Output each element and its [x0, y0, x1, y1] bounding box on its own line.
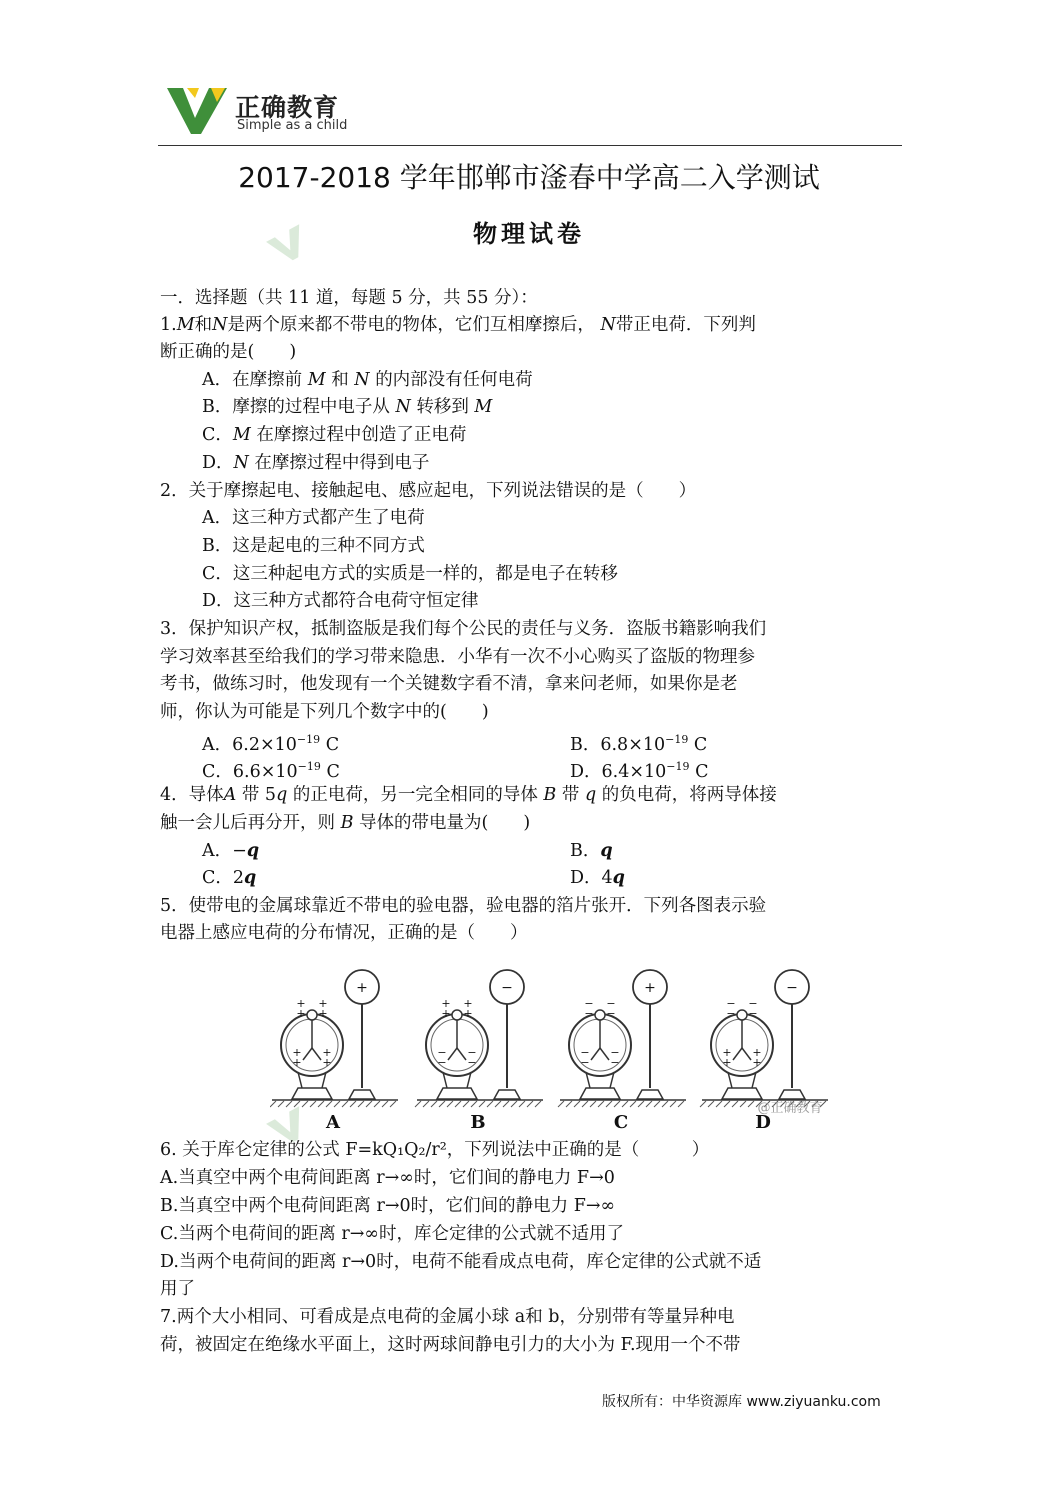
ground-hatch — [614, 1101, 620, 1107]
knob-charge-sign: − — [726, 1007, 736, 1020]
knob-charge-sign: − — [748, 997, 758, 1010]
ground-hatch — [302, 1101, 308, 1107]
leaf-charge-sign: − — [437, 1056, 447, 1069]
header-rule — [158, 145, 902, 146]
q3-stem-line3: 考书，做练习时，他发现有一个关键数字看不清，拿来问老师，如果你是老 — [160, 674, 738, 694]
ball-charge-sign: + — [356, 980, 368, 996]
ground-hatch — [471, 1101, 477, 1107]
q2-option-b: B．这是起电的三种不同方式 — [202, 536, 425, 556]
leaf-charge-sign: + — [322, 1046, 332, 1059]
ground-hatch — [294, 1101, 300, 1107]
q7-stem-line1: 7.两个大小相同、可看成是点电荷的金属小球 a和 b，分别带有等量异种电 — [160, 1307, 735, 1327]
q3-option-b: B．$6.8\times 10^{-19}$ C — [570, 733, 708, 755]
knob-charge-sign: + — [441, 1007, 451, 1020]
logo-v-icon — [165, 84, 229, 136]
ground-hatch — [487, 1101, 493, 1107]
ground-hatch — [463, 1101, 469, 1107]
q1-stem-line2: 断正确的是( ) — [160, 342, 297, 362]
ground-hatch — [455, 1101, 461, 1107]
ground-hatch — [326, 1101, 332, 1107]
ground-hatch — [590, 1101, 596, 1107]
q1-option-c: C．M 在摩擦过程中创造了正电荷 — [202, 425, 467, 445]
ball-stand-base — [494, 1090, 520, 1099]
q6-option-d-line1: D.当两个电荷间的距离 r→0时，电荷不能看成点电荷，库仑定律的公式就不适 — [160, 1252, 762, 1272]
leaf-charge-sign: − — [580, 1056, 590, 1069]
ground-hatch — [598, 1101, 604, 1107]
electroscope-base — [580, 1088, 620, 1099]
electroscope-base — [437, 1088, 477, 1099]
knob-charge-sign: − — [606, 1007, 616, 1020]
logo-slogan: Simple as a child — [237, 118, 348, 133]
logo — [165, 84, 365, 136]
q4-option-d: D．4q — [570, 868, 625, 888]
q2-option-d: D．这三种方式都符合电荷守恒定律 — [202, 591, 479, 611]
ground-hatch — [662, 1101, 668, 1107]
diagram-label: B — [470, 1112, 486, 1132]
ground-hatch — [558, 1101, 564, 1107]
leaf-charge-sign: − — [467, 1056, 477, 1069]
electroscope-figure — [270, 960, 830, 1132]
leaf-charge-sign: − — [610, 1056, 620, 1069]
electroscope-leaf — [303, 1048, 312, 1060]
q3-option-c: C．$6.6\times 10^{-19}$ C — [202, 760, 340, 782]
q1-option-d: D．N 在摩擦过程中得到电子 — [202, 453, 430, 473]
footer-copyright: 版权所有：中华资源库 www.ziyuanku.com — [602, 1394, 881, 1410]
q6-option-d-line2: 用了 — [160, 1279, 195, 1299]
ground-hatch — [678, 1101, 684, 1107]
knob-charge-sign: − — [584, 1007, 594, 1020]
ground-hatch — [366, 1101, 372, 1107]
q3-option-d: D．$6.4\times 10^{-19}$ C — [570, 760, 709, 782]
ground-hatch — [535, 1101, 541, 1107]
ground-hatch — [479, 1101, 485, 1107]
ball-charge-sign: + — [644, 980, 656, 996]
ground-hatch — [310, 1101, 316, 1107]
ground-hatch — [606, 1101, 612, 1107]
ground-hatch — [350, 1101, 356, 1107]
electroscope-base — [292, 1088, 332, 1099]
electroscope-knob — [737, 1010, 747, 1020]
ball-charge-sign: − — [786, 980, 798, 996]
q7-stem-line2: 荷，被固定在绝缘水平面上，这时两球间静电引力的大小为 F.现用一个不带 — [160, 1335, 741, 1355]
q5-stem-line1: 5．使带电的金属球靠近不带电的验电器，验电器的箔片张开．下列各图表示验 — [160, 896, 767, 916]
ground-hatch — [511, 1101, 517, 1107]
electroscope-leaf — [312, 1048, 321, 1060]
knob-charge-sign: − — [606, 997, 616, 1010]
q1-stem-line1: 1.M和N是两个原来都不带电的物体，它们互相摩擦后， N带正电荷．下列判 — [160, 315, 756, 335]
q2-option-c: C．这三种起电方式的实质是一样的，都是电子在转移 — [202, 564, 618, 584]
knob-charge-sign: + — [441, 997, 451, 1010]
electroscope-leaf — [600, 1048, 609, 1060]
ball-stand-base — [637, 1090, 663, 1099]
ground-hatch — [574, 1101, 580, 1107]
leaf-charge-sign: + — [752, 1046, 762, 1059]
section-header: 一．选择题（共 11 道，每题 5 分，共 55 分）： — [160, 288, 538, 308]
ground-hatch — [374, 1101, 380, 1107]
ball-charge-sign: − — [501, 980, 513, 996]
ground-hatch — [382, 1101, 388, 1107]
q4-stem-line1: 4．导体A 带 5q 的正电荷，另一完全相同的导体 B 带 q 的负电荷，将两导体接 — [160, 785, 777, 805]
ground-hatch — [732, 1101, 738, 1107]
leaf-charge-sign: − — [610, 1046, 620, 1059]
electroscope-leaf — [733, 1048, 742, 1060]
q6-option-b: B.当真空中两个电荷间距离 r→0时，它们间的静电力 F→∞ — [160, 1196, 616, 1216]
q3-option-a: A．$6.2\times 10^{-19}$ C — [202, 733, 340, 755]
knob-charge-sign: + — [318, 1007, 328, 1020]
q4-stem-line2: 触一会儿后再分开，则 B 导体的带电量为( ) — [160, 813, 531, 833]
knob-charge-sign: + — [463, 997, 473, 1010]
knob-charge-sign: − — [726, 997, 736, 1010]
ground-hatch — [740, 1101, 746, 1107]
ground-hatch — [708, 1101, 714, 1107]
ground-hatch — [519, 1101, 525, 1107]
knob-charge-sign: + — [463, 1007, 473, 1020]
ground-hatch — [358, 1101, 364, 1107]
page-title: 2017-2018 学年邯郸市滏春中学高二入学测试 — [238, 161, 820, 194]
q1-option-a: A．在摩擦前 M 和 N 的内部没有任何电荷 — [202, 370, 533, 390]
figure-watermark: @正确教育 — [757, 1101, 823, 1116]
q3-stem-line2: 学习效率甚至给我们的学习带来隐患．小华有一次不小心购买了盗版的物理参 — [160, 647, 755, 667]
electroscope-leaf — [457, 1048, 466, 1060]
leaf-charge-sign: + — [322, 1056, 332, 1069]
ground-hatch — [503, 1101, 509, 1107]
leaf-charge-sign: − — [580, 1046, 590, 1059]
leaf-charge-sign: + — [292, 1046, 302, 1059]
knob-charge-sign: − — [748, 1007, 758, 1020]
ground-hatch — [278, 1101, 284, 1107]
ground-hatch — [724, 1101, 730, 1107]
q2-option-a: A．这三种方式都产生了电荷 — [202, 508, 425, 528]
ground-hatch — [582, 1101, 588, 1107]
ground-hatch — [670, 1101, 676, 1107]
leaf-charge-sign: − — [437, 1046, 447, 1059]
ground-hatch — [447, 1101, 453, 1107]
knob-charge-sign: + — [296, 997, 306, 1010]
q2-stem: 2．关于摩擦起电、接触起电、感应起电，下列说法错误的是（ ） — [160, 481, 697, 501]
electroscope-leaf — [742, 1048, 751, 1060]
q1-option-b: B．摩擦的过程中电子从 N 转移到 M — [202, 397, 493, 417]
knob-charge-sign: − — [584, 997, 594, 1010]
ground-hatch — [286, 1101, 292, 1107]
ground-hatch — [527, 1101, 533, 1107]
ground-hatch — [334, 1101, 340, 1107]
ground-hatch — [630, 1101, 636, 1107]
leaf-charge-sign: + — [722, 1046, 732, 1059]
diagram-label: C — [613, 1112, 629, 1132]
leaf-charge-sign: + — [752, 1056, 762, 1069]
knob-charge-sign: + — [318, 997, 328, 1010]
knob-charge-sign: + — [296, 1007, 306, 1020]
electroscope-leaf — [448, 1048, 457, 1060]
q3-stem-line1: 3．保护知识产权，抵制盗版是我们每个公民的责任与义务．盗版书籍影响我们 — [160, 619, 767, 639]
diagram-label: A — [326, 1112, 340, 1132]
ground-hatch — [748, 1101, 754, 1107]
ground-hatch — [622, 1101, 628, 1107]
q4-option-c: C．2q — [202, 868, 257, 888]
q3-stem-line4: 师，你认为可能是下列几个数字中的( ) — [160, 702, 489, 722]
ground-hatch — [431, 1101, 437, 1107]
electroscope-knob — [452, 1010, 462, 1020]
ground-hatch — [646, 1101, 652, 1107]
electroscope-base — [722, 1088, 762, 1099]
ground-hatch — [390, 1101, 396, 1107]
ground-hatch — [423, 1101, 429, 1107]
leaf-charge-sign: − — [467, 1046, 477, 1059]
ground-hatch — [318, 1101, 324, 1107]
leaf-charge-sign: + — [722, 1056, 732, 1069]
ground-hatch — [566, 1101, 572, 1107]
ball-stand-base — [349, 1090, 375, 1099]
q4-option-a: A．−q — [202, 841, 260, 861]
electroscope-leaf — [591, 1048, 600, 1060]
ground-hatch — [495, 1101, 501, 1107]
q4-option-b: B．q — [570, 841, 613, 861]
ground-hatch — [700, 1101, 706, 1107]
q5-stem-line2: 电器上感应电荷的分布情况，正确的是（ ） — [160, 923, 528, 943]
q6-option-a: A.当真空中两个电荷间距离 r→∞时，它们间的静电力 F→0 — [160, 1168, 615, 1188]
electroscope-knob — [595, 1010, 605, 1020]
q6-option-c: C.当两个电荷间的距离 r→∞时，库仑定律的公式就不适用了 — [160, 1224, 624, 1244]
ground-hatch — [716, 1101, 722, 1107]
diagram-label: D — [755, 1112, 771, 1132]
ground-hatch — [638, 1101, 644, 1107]
q6-stem: 6. 关于库仑定律的公式 F=kQ₁Q₂/r²，下列说法中正确的是（ ） — [160, 1140, 710, 1160]
ground-hatch — [654, 1101, 660, 1107]
logo-name: 正确教育 — [235, 93, 340, 122]
ground-hatch — [270, 1101, 276, 1107]
ground-hatch — [342, 1101, 348, 1107]
ground-hatch — [415, 1101, 421, 1107]
page-subtitle: 物理试卷 — [473, 220, 585, 248]
leaf-charge-sign: + — [292, 1056, 302, 1069]
ground-hatch — [439, 1101, 445, 1107]
electroscope-knob — [307, 1010, 317, 1020]
ball-stand-base — [779, 1090, 805, 1099]
